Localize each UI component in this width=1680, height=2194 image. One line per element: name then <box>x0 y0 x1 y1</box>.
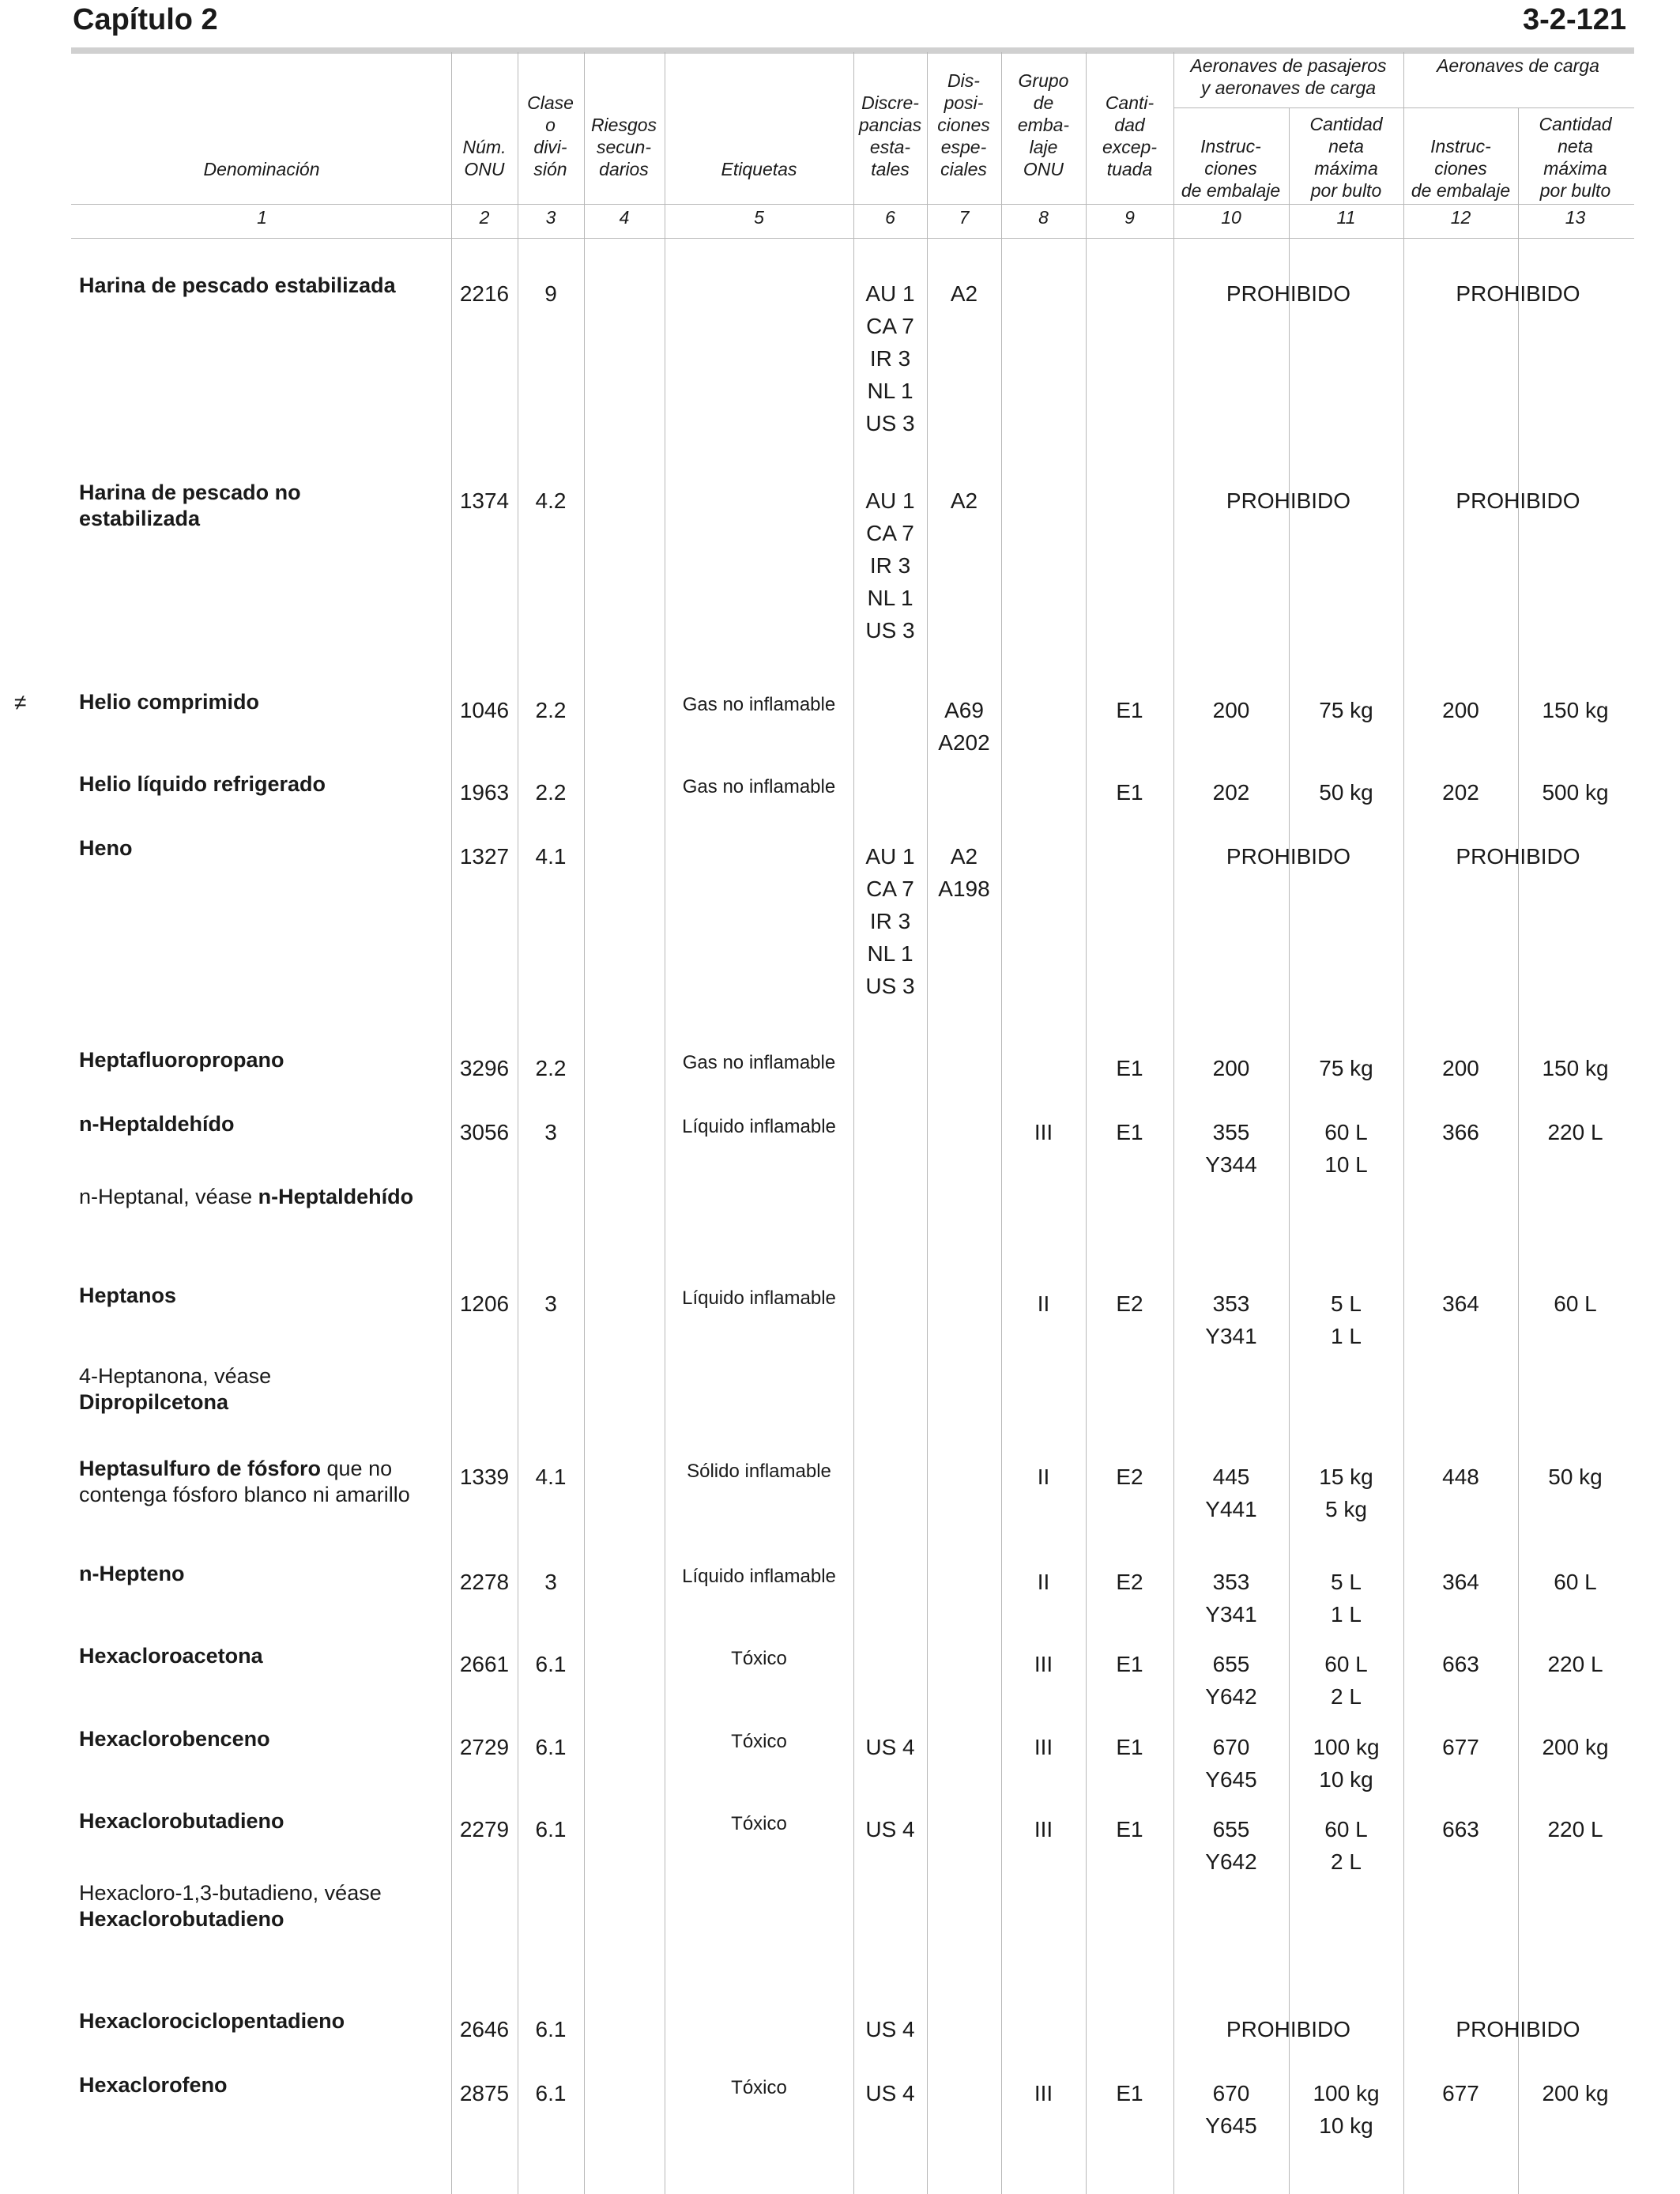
cantidad-carga-cell: 200 kg <box>1542 2081 1609 2105</box>
column-number: 1 <box>257 207 267 228</box>
instrucciones-carga-cell: 366 <box>1442 1120 1479 1144</box>
cantidad-exceptuada-cell: E2 <box>1116 1570 1143 1594</box>
instrucciones-carga-cell: 202 <box>1442 780 1479 805</box>
clase-cell: 6.1 <box>535 1735 567 1759</box>
prohibido-pasajeros: PROHIBIDO <box>1226 844 1351 869</box>
name-bold: Helio líquido refrigerado <box>79 772 326 796</box>
num-onu-cell: 1206 <box>459 1291 510 1316</box>
grupo-cell: II <box>1037 1465 1050 1489</box>
cantidad-carga-cell: 220 L <box>1547 1817 1603 1842</box>
num-onu-cell: 2729 <box>459 1735 510 1759</box>
cantidad-pasajeros-cell: 60 L 2 L <box>1324 1652 1368 1709</box>
clase-cell: 6.1 <box>535 1817 567 1842</box>
column-number: 11 <box>1336 207 1356 228</box>
page-header <box>73 0 1626 47</box>
instrucciones-pasajeros-cell: 200 <box>1212 698 1250 722</box>
clase-cell: 6.1 <box>535 2017 567 2041</box>
cantidad-carga-cell: 60 L <box>1554 1291 1597 1316</box>
cantidad-exceptuada-cell: E2 <box>1116 1465 1143 1489</box>
col-discrepancias: Discre- pancias esta- tales <box>858 92 922 179</box>
clase-cell: 2.2 <box>535 1056 567 1080</box>
cantidad-pasajeros-cell: 100 kg 10 kg <box>1313 2081 1380 2138</box>
cantidad-pasajeros-cell: 15 kg 5 kg <box>1319 1465 1373 1521</box>
num-onu-cell: 1374 <box>459 488 510 513</box>
name-bold: Harina de pescado no estabilizada <box>79 481 301 530</box>
etiqueta-cell: Gas no inflamable <box>682 694 836 715</box>
column-number: 7 <box>959 207 970 228</box>
clase-cell: 4.1 <box>535 1465 567 1489</box>
num-onu-cell: 1046 <box>459 698 510 722</box>
column-number: 10 <box>1221 207 1241 228</box>
name-bold: Hexacloroacetona <box>79 1644 263 1668</box>
etiqueta-cell: Tóxico <box>731 1648 787 1669</box>
clase-cell: 2.2 <box>535 698 567 722</box>
row-name <box>79 835 446 861</box>
col-instrucciones-10: Instruc- ciones de embalaje <box>1181 136 1281 201</box>
num-onu-cell: 1339 <box>459 1465 510 1489</box>
col-group-carga: Aeronaves de carga <box>1437 55 1599 76</box>
cantidad-carga-cell: 150 kg <box>1542 1056 1609 1080</box>
clase-cell: 6.1 <box>535 1652 567 1676</box>
num-onu-cell: 2661 <box>459 1652 510 1676</box>
col-cantidad-neta-11: Cantidad neta máxima por bulto <box>1309 114 1383 201</box>
row-name <box>79 2072 446 2098</box>
clase-cell: 4.1 <box>535 844 567 869</box>
instrucciones-pasajeros-cell: 353 Y341 <box>1205 1570 1257 1627</box>
header-rule <box>71 47 1634 54</box>
column-number: 3 <box>545 207 556 228</box>
row-name <box>79 1726 446 1752</box>
instrucciones-carga-cell: 663 <box>1442 1817 1479 1842</box>
cantidad-pasajeros-cell: 75 kg <box>1319 698 1373 722</box>
col-denominacion: Denominación <box>203 159 320 179</box>
cantidad-pasajeros-cell: 50 kg <box>1319 780 1373 805</box>
row-name <box>79 1363 446 1416</box>
col-cantidad-exceptuada: Canti- dad excep- tuada <box>1102 92 1158 179</box>
name-suffix: que no contenga fósforo blanco ni amarillo <box>79 1457 410 1506</box>
etiqueta-cell: Líquido inflamable <box>682 1287 836 1309</box>
column-number: 12 <box>1450 207 1471 228</box>
num-onu-cell: 2278 <box>459 1570 510 1594</box>
instrucciones-pasajeros-cell: 355 Y344 <box>1205 1120 1257 1177</box>
group-divider <box>1173 107 1634 108</box>
column-divider <box>927 52 928 2194</box>
clase-cell: 4.2 <box>535 488 567 513</box>
cantidad-exceptuada-cell: E1 <box>1116 1120 1143 1144</box>
num-onu-cell: 2646 <box>459 2017 510 2041</box>
cantidad-carga-cell: 150 kg <box>1542 698 1609 722</box>
row-name <box>79 771 446 797</box>
instrucciones-pasajeros-cell: 445 Y441 <box>1205 1465 1257 1521</box>
num-onu-cell: 2875 <box>459 2081 510 2105</box>
col-clase: Clase o divi- sión <box>527 92 574 179</box>
instrucciones-carga-cell: 364 <box>1442 1291 1479 1316</box>
cantidad-carga-cell: 220 L <box>1547 1120 1603 1144</box>
cantidad-exceptuada-cell: E1 <box>1116 2081 1143 2105</box>
name-bold: Hexaclorobutadieno <box>79 1907 284 1931</box>
row-name <box>79 1561 446 1587</box>
col-disposiciones: Dis- posi- ciones espe- ciales <box>937 70 990 179</box>
instrucciones-carga-cell: 663 <box>1442 1652 1479 1676</box>
name-bold: n-Hepteno <box>79 1562 185 1585</box>
cantidad-pasajeros-cell: 5 L 1 L <box>1331 1570 1362 1627</box>
cantidad-carga-cell: 50 kg <box>1548 1465 1603 1489</box>
grupo-cell: III <box>1034 1735 1053 1759</box>
column-number: 4 <box>619 207 630 228</box>
grupo-cell: II <box>1037 1570 1050 1594</box>
row-name <box>79 1184 446 1210</box>
cantidad-exceptuada-cell: E1 <box>1116 1652 1143 1676</box>
col-cantidad-neta-13: Cantidad neta máxima por bulto <box>1539 114 1612 201</box>
row-name <box>79 2008 446 2034</box>
etiqueta-cell: Tóxico <box>731 1731 787 1752</box>
name-prefix: 4-Heptanona, véase <box>79 1364 272 1388</box>
row-name <box>79 1283 446 1309</box>
cantidad-pasajeros-cell: 100 kg 10 kg <box>1313 1735 1380 1792</box>
numbers-rule <box>71 238 1634 239</box>
column-number: 13 <box>1565 207 1586 228</box>
num-onu-cell: 1963 <box>459 780 510 805</box>
row-name <box>79 1047 446 1073</box>
grupo-cell: II <box>1037 1291 1050 1316</box>
name-bold: n-Heptaldehído <box>79 1112 235 1136</box>
etiqueta-cell: Gas no inflamable <box>682 1052 836 1073</box>
column-number: 2 <box>479 207 490 228</box>
disposiciones-cell: A2 A198 <box>938 844 990 901</box>
prohibido-pasajeros: PROHIBIDO <box>1226 488 1351 513</box>
cantidad-exceptuada-cell: E1 <box>1116 780 1143 805</box>
column-number: 8 <box>1038 207 1049 228</box>
column-divider <box>584 52 585 2194</box>
clase-cell: 3 <box>544 1291 557 1316</box>
discrepancias-cell: US 4 <box>865 1735 915 1759</box>
cantidad-carga-cell: 500 kg <box>1542 780 1609 805</box>
instrucciones-carga-cell: 448 <box>1442 1465 1479 1489</box>
prohibido-carga: PROHIBIDO <box>1456 281 1580 306</box>
name-bold: Heptanos <box>79 1284 177 1307</box>
clase-cell: 6.1 <box>535 2081 567 2105</box>
discrepancias-cell: AU 1 CA 7 IR 3 NL 1 US 3 <box>865 844 915 998</box>
disposiciones-cell: A2 <box>950 281 978 306</box>
instrucciones-pasajeros-cell: 670 Y645 <box>1205 2081 1257 2138</box>
col-num-onu: Núm. ONU <box>462 137 507 179</box>
instrucciones-pasajeros-cell: 655 Y642 <box>1205 1652 1257 1709</box>
instrucciones-pasajeros-cell: 202 <box>1212 780 1250 805</box>
page-number: 3-2-121 <box>1523 3 1626 36</box>
clase-cell: 9 <box>544 281 557 306</box>
num-onu-cell: 1327 <box>459 844 510 869</box>
col-riesgos: Riesgos secun- darios <box>590 115 657 179</box>
col-group-pasajeros: Aeronaves de pasajeros y aeronaves de carga <box>1190 55 1387 98</box>
prohibido-pasajeros: PROHIBIDO <box>1226 281 1351 306</box>
etiqueta-cell: Sólido inflamable <box>687 1461 831 1482</box>
column-divider <box>1518 108 1519 2194</box>
cantidad-pasajeros-cell: 60 L 10 L <box>1324 1120 1368 1177</box>
name-prefix: n-Heptanal, véase <box>79 1185 258 1208</box>
discrepancias-cell: AU 1 CA 7 IR 3 NL 1 US 3 <box>865 488 915 643</box>
prohibido-carga: PROHIBIDO <box>1456 488 1580 513</box>
instrucciones-carga-cell: 677 <box>1442 1735 1479 1759</box>
header-rule-bottom <box>71 204 1634 205</box>
etiqueta-cell: Tóxico <box>731 2077 787 2098</box>
cantidad-exceptuada-cell: E1 <box>1116 1735 1143 1759</box>
cantidad-pasajeros-cell: 60 L 2 L <box>1324 1817 1368 1874</box>
discrepancias-cell: US 4 <box>865 2081 915 2105</box>
row-name <box>79 1456 446 1508</box>
instrucciones-pasajeros-cell: 353 Y341 <box>1205 1291 1257 1348</box>
prohibido-carga: PROHIBIDO <box>1456 844 1580 869</box>
cantidad-exceptuada-cell: E1 <box>1116 698 1143 722</box>
row-name <box>79 689 446 715</box>
name-bold: Heptasulfuro de fósforo <box>79 1457 322 1480</box>
name-bold: Heptafluoropropano <box>79 1048 284 1072</box>
name-bold: Hexaclorobutadieno <box>79 1809 284 1833</box>
cantidad-exceptuada-cell: E1 <box>1116 1817 1143 1842</box>
cantidad-carga-cell: 60 L <box>1554 1570 1597 1594</box>
row-name <box>79 273 446 299</box>
discrepancias-cell: AU 1 CA 7 IR 3 NL 1 US 3 <box>865 281 915 435</box>
name-bold: Hexaclorofeno <box>79 2073 228 2097</box>
instrucciones-pasajeros-cell: 200 <box>1212 1056 1250 1080</box>
grupo-cell: III <box>1034 2081 1053 2105</box>
name-bold: Hexaclorociclopentadieno <box>79 2009 345 2033</box>
row-name <box>79 1880 446 1932</box>
clase-cell: 2.2 <box>535 780 567 805</box>
name-bold: n-Heptaldehído <box>258 1185 414 1208</box>
cantidad-carga-cell: 220 L <box>1547 1652 1603 1676</box>
instrucciones-carga-cell: 200 <box>1442 1056 1479 1080</box>
column-number: 6 <box>885 207 895 228</box>
row-name <box>79 1111 446 1137</box>
cantidad-pasajeros-cell: 75 kg <box>1319 1056 1373 1080</box>
num-onu-cell: 2216 <box>459 281 510 306</box>
col-instrucciones-12: Instruc- ciones de embalaje <box>1411 136 1511 201</box>
discrepancias-cell: US 4 <box>865 1817 915 1842</box>
change-mark: ≠ <box>14 690 27 714</box>
col-etiquetas: Etiquetas <box>721 159 797 179</box>
clase-cell: 3 <box>544 1120 557 1144</box>
column-number: 5 <box>754 207 764 228</box>
prohibido-carga: PROHIBIDO <box>1456 2017 1580 2041</box>
prohibido-pasajeros: PROHIBIDO <box>1226 2017 1351 2041</box>
num-onu-cell: 2279 <box>459 1817 510 1842</box>
grupo-cell: III <box>1034 1652 1053 1676</box>
cantidad-carga-cell: 200 kg <box>1542 1735 1609 1759</box>
instrucciones-pasajeros-cell: 670 Y645 <box>1205 1735 1257 1792</box>
name-bold: Hexaclorobenceno <box>79 1727 270 1751</box>
cantidad-exceptuada-cell: E1 <box>1116 1056 1143 1080</box>
num-onu-cell: 3296 <box>459 1056 510 1080</box>
instrucciones-pasajeros-cell: 655 Y642 <box>1205 1817 1257 1874</box>
grupo-cell: III <box>1034 1120 1053 1144</box>
row-name <box>79 1643 446 1669</box>
instrucciones-carga-cell: 677 <box>1442 2081 1479 2105</box>
grupo-cell: III <box>1034 1817 1053 1842</box>
row-name <box>79 1808 446 1834</box>
name-prefix: Hexacloro-1,3-butadieno, véase <box>79 1881 382 1905</box>
clase-cell: 3 <box>544 1570 557 1594</box>
name-bold: Harina de pescado estabilizada <box>79 273 396 297</box>
num-onu-cell: 3056 <box>459 1120 510 1144</box>
name-bold: Heno <box>79 836 133 860</box>
name-bold: Helio comprimido <box>79 690 260 714</box>
etiqueta-cell: Líquido inflamable <box>682 1116 836 1137</box>
cantidad-exceptuada-cell: E2 <box>1116 1291 1143 1316</box>
cantidad-pasajeros-cell: 5 L 1 L <box>1331 1291 1362 1348</box>
instrucciones-carga-cell: 364 <box>1442 1570 1479 1594</box>
chapter-title: Capítulo 2 <box>73 3 218 36</box>
etiqueta-cell: Tóxico <box>731 1813 787 1834</box>
row-name <box>79 480 446 532</box>
etiqueta-cell: Líquido inflamable <box>682 1566 836 1587</box>
disposiciones-cell: A69 A202 <box>938 698 990 755</box>
etiqueta-cell: Gas no inflamable <box>682 776 836 797</box>
col-grupo: Grupo de emba- laje ONU <box>1017 70 1070 179</box>
instrucciones-carga-cell: 200 <box>1442 698 1479 722</box>
discrepancias-cell: US 4 <box>865 2017 915 2041</box>
name-bold: Dipropilcetona <box>79 1390 229 1414</box>
disposiciones-cell: A2 <box>950 488 978 513</box>
column-number: 9 <box>1124 207 1135 228</box>
